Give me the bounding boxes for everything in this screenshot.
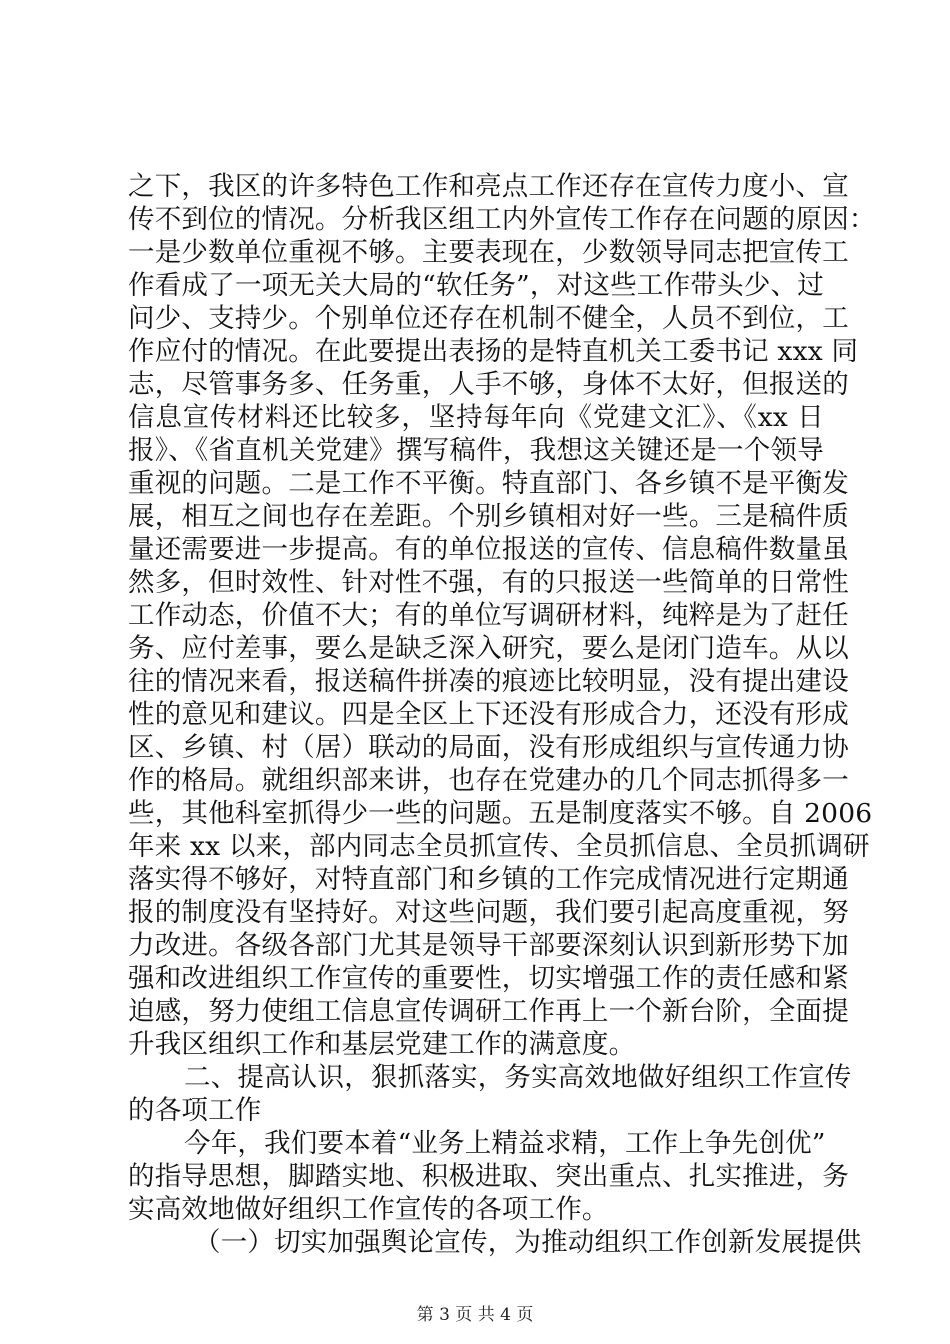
text-line: 的指导思想，脚踏实地、积极进取、突出重点、扎实推进，务 [128, 1161, 849, 1192]
text-line: 性的意见和建议。四是全区上下还没有形成合力，还没有形成 [128, 699, 849, 730]
text-line: 往的情况来看，报送稿件拼凑的痕迹比较明显，没有提出建设 [128, 666, 849, 697]
text-line: 力改进。各级各部门尤其是领导干部要深刻认识到新形势下加 [128, 930, 849, 961]
text-line: 报的制度没有坚持好。对这些问题，我们要引起高度重视，努 [128, 897, 849, 928]
text-line: 年来 xx 以来，部内同志全员抓宣传、全员抓信息、全员抓调研 [128, 831, 870, 862]
page-footer: 第 3 页 共 4 页 [416, 1305, 534, 1325]
text-line: 迫感，努力使组工信息宣传调研工作再上一个新台阶，全面提 [128, 996, 849, 1027]
text-line: 展，相互之间也存在差距。个别乡镇相对好一些。三是稿件质 [128, 501, 849, 532]
text-line: 传不到位的情况。分析我区组工内外宣传工作存在问题的原因： [128, 204, 876, 235]
text-line: 问少、支持少。个别单位还存在机制不健全，人员不到位，工 [128, 303, 849, 334]
text-line: 工作动态，价值不大；有的单位写调研材料，纯粹是为了赶任 [128, 600, 849, 631]
section-heading: 二、提高认识，狠抓落实，务实高效地做好组织工作宣传 [184, 1062, 852, 1093]
text-line: 强和改进组织工作宣传的重要性，切实增强工作的责任感和紧 [128, 963, 849, 994]
text-line: 之下，我区的许多特色工作和亮点工作还存在宣传力度小、宣 [128, 171, 849, 202]
text-line: 量还需要进一步提高。有的单位报送的宣传、信息稿件数量虽 [128, 534, 849, 565]
text-line: 志，尽管事务多、任务重，人手不够，身体不太好，但报送的 [128, 369, 849, 400]
text-line: 务、应付差事，要么是缺乏深入研究，要么是闭门造车。从以 [128, 633, 849, 664]
text-line: 作看成了一项无关大局的“软任务”，对这些工作带头少、过 [128, 270, 824, 301]
text-line: 报》、《省直机关党建》撰写稿件，我想这关键还是一个领导 [128, 435, 824, 466]
subsection-heading: （一）切实加强舆论宣传，为推动组织工作创新发展提供 [194, 1227, 862, 1258]
text-line: 然多，但时效性、针对性不强，有的只报送一些简单的日常性 [128, 567, 849, 598]
text-line: 实高效地做好组织工作宣传的各项工作。 [128, 1194, 609, 1225]
text-line: 作的格局。就组织部来讲，也存在党建办的几个同志抓得多一 [128, 765, 849, 796]
text-line: 落实得不够好，对特直部门和乡镇的工作完成情况进行定期通 [128, 864, 849, 895]
text-line: 升我区组织工作和基层党建工作的满意度。 [128, 1029, 636, 1060]
text-line: 重视的问题。二是工作不平衡。特直部门、各乡镇不是平衡发 [128, 468, 849, 499]
text-line: 些，其他科室抓得少一些的问题。五是制度落实不够。自 2006 [128, 798, 873, 829]
section-heading-cont: 的各项工作 [128, 1095, 262, 1126]
text-line: 今年，我们要本着“业务上精益求精，工作上争先创优” [184, 1128, 826, 1159]
text-line: 信息宣传材料还比较多，坚持每年向《党建文汇》、《xx 日 [128, 402, 824, 433]
text-line: 一是少数单位重视不够。主要表现在，少数领导同志把宣传工 [128, 237, 849, 268]
text-line: 区、乡镇、村（居）联动的局面，没有形成组织与宣传通力协 [128, 732, 849, 763]
text-line: 作应付的情况。在此要提出表扬的是特直机关工委书记 xxx 同 [128, 336, 859, 367]
